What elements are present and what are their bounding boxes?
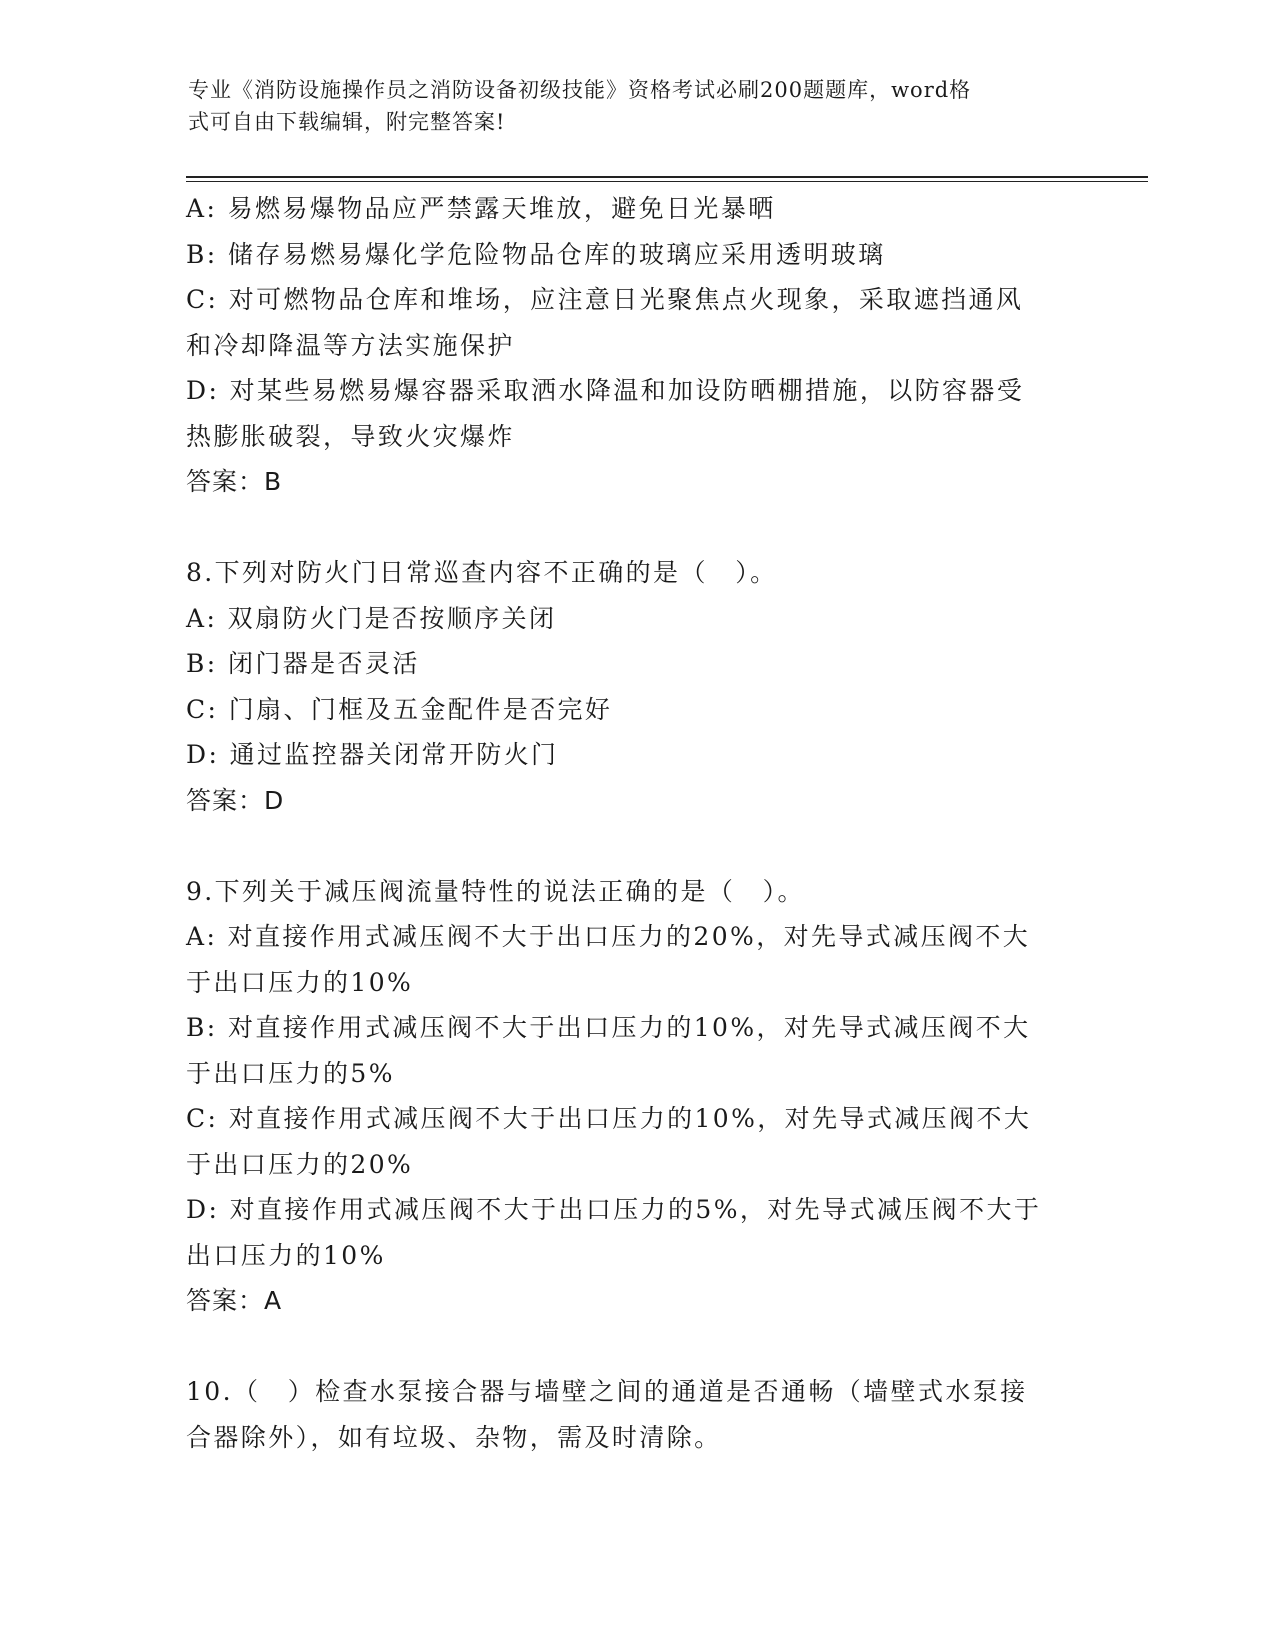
question-8-block [186, 550, 1086, 823]
q10-question-line-1: 10.（ ）检查水泵接合器与墙壁之间的通道是否通畅（墙壁式水泵接 [186, 1377, 1028, 1406]
q9-option-c-line-1: C: 对直接作用式减压阀不大于出口压力的10%，对先导式减压阀不大 [186, 1104, 1032, 1133]
q9-option-d-line-1: D: 对直接作用式减压阀不大于出口压力的5%，对先导式减压阀不大于 [186, 1195, 1042, 1224]
q9-option-a-line-2: 于出口压力的10% [186, 967, 414, 997]
q7-option-d-line-2: 热膨胀破裂，导致火灾爆炸 [186, 421, 515, 451]
q7-option-d-line-1: D: 对某些易燃易爆容器采取洒水降温和加设防晒棚措施，以防容器受 [186, 376, 1025, 405]
q7-answer: 答案：B [186, 467, 283, 496]
q9-answer: 答案：A [186, 1286, 283, 1315]
q9-option-a-line-1: A: 对直接作用式减压阀不大于出口压力的20%，对先导式减压阀不大 [186, 922, 1031, 951]
document-header [188, 74, 1068, 138]
spacer [186, 505, 1086, 551]
q7-option-c-line-1: C: 对可燃物品仓库和堆场，应注意日光聚焦点火现象，采取遮挡通风 [186, 285, 1024, 314]
q9-option-b-line-1: B: 对直接作用式减压阀不大于出口压力的10%，对先导式减压阀不大 [186, 1013, 1031, 1042]
q7-option-b: B: 储存易燃易爆化学危险物品仓库的玻璃应采用透明玻璃 [186, 239, 886, 269]
question-9-block [186, 869, 1086, 1324]
q7-option-c-line-2: 和冷却降温等方法实施保护 [186, 330, 515, 360]
q8-answer: 答案：D [186, 785, 285, 815]
header-line-1: 专业《消防设施操作员之消防设备初级技能》资格考试必刷200题题库，word格 [188, 78, 972, 102]
q10-question-line-2: 合器除外），如有垃圾、杂物，需及时清除。 [186, 1422, 722, 1452]
q7-option-a: A: 易燃易爆物品应严禁露天堆放，避免日光暴晒 [186, 194, 776, 223]
q9-option-c-line-2: 于出口压力的20% [186, 1149, 414, 1179]
q8-option-d: D: 通过监控器关闭常开防火门 [186, 740, 559, 769]
question-7-block [186, 186, 1086, 505]
question-list [186, 186, 1086, 1460]
q8-option-a: A: 双扇防火门是否按顺序关闭 [186, 603, 557, 633]
q8-option-c: C: 门扇、门框及五金配件是否完好 [186, 694, 613, 724]
q8-question: 8.下列对防火门日常巡查内容不正确的是（ ）。 [186, 558, 778, 587]
header-line-2: 式可自由下载编辑，附完整答案! [188, 110, 506, 134]
q9-option-b-line-2: 于出口压力的5% [186, 1058, 395, 1088]
header-divider-thin [186, 181, 1148, 182]
q8-option-b: B: 闭门器是否灵活 [186, 649, 420, 678]
header-divider-thick [186, 176, 1148, 178]
q9-option-d-line-2: 出口压力的10% [186, 1240, 386, 1270]
q9-question: 9.下列关于减压阀流量特性的说法正确的是（ ）。 [186, 876, 805, 906]
spacer [186, 1324, 1086, 1370]
spacer [186, 823, 1086, 869]
question-10-block [186, 1369, 1086, 1460]
